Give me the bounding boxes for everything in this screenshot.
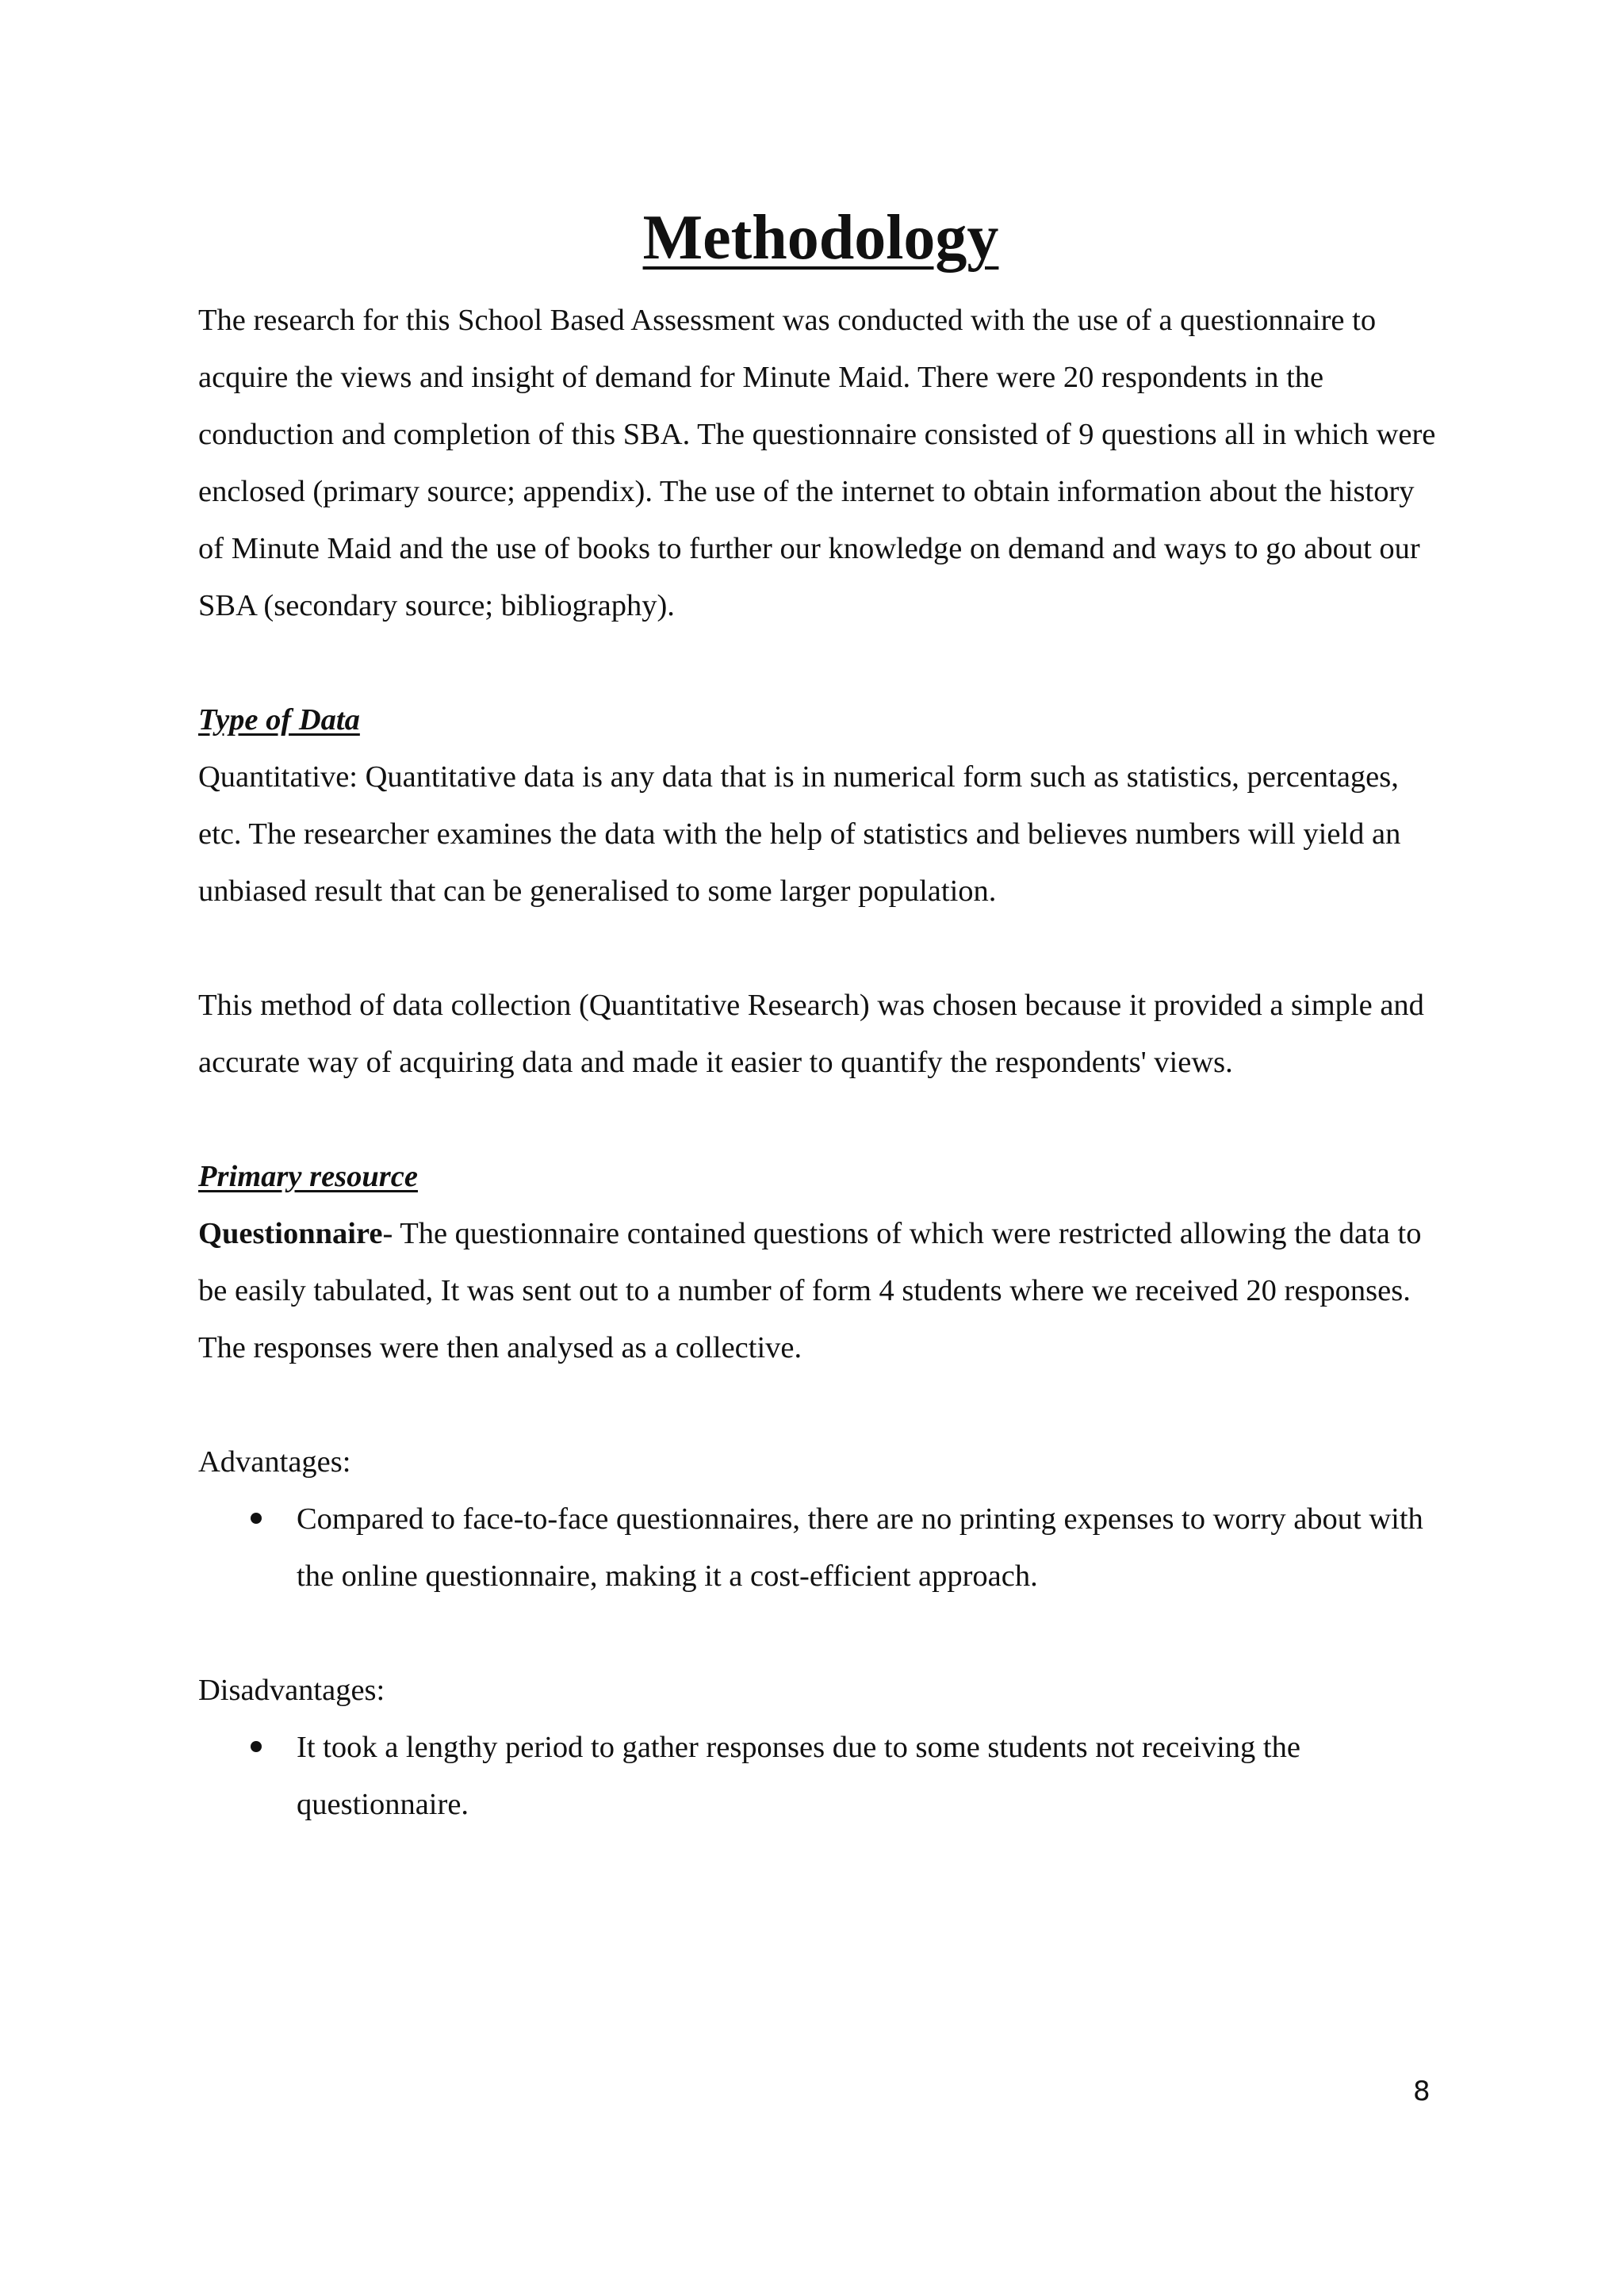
disadvantages-list xyxy=(198,1719,1443,1833)
page-number: 8 xyxy=(1413,2076,1431,2107)
type-of-data-heading: Type of Data xyxy=(198,703,360,737)
bullet-icon xyxy=(251,1741,262,1752)
advantages-list xyxy=(198,1490,1443,1605)
questionnaire-term: Questionnaire xyxy=(198,1217,383,1250)
questionnaire-description: - The questionnaire contained questions of which were restricted allowing the data to be easily tabulated, It was sent out to a number of form 4 students where we received 20 responses. The responses were then analysed as a collective. xyxy=(198,1217,1422,1364)
spacer xyxy=(198,920,1443,977)
spacer xyxy=(198,1376,1443,1433)
advantage-text: Compared to face-to-face questionnaires, there are no printing expenses to worry about with the online questionnaire, making it a cost-efficient approach. xyxy=(297,1502,1423,1593)
method-choice-paragraph: This method of data collection (Quantitative Research) was chosen because it provided a simple and accurate way of acquiring data and made it easier to quantify the respondents' views. xyxy=(198,989,1424,1079)
document-page xyxy=(198,198,1443,1833)
list-item xyxy=(198,1490,1443,1605)
quantitative-paragraph: Quantitative: Quantitative data is any data that is in numerical form such as statistics, percentages, etc. The researcher examines the data with the help of statistics and believes numbers will yield an unbiased result that can be generalised to some larger population. xyxy=(198,760,1401,908)
disadvantages-label: Disadvantages: xyxy=(198,1674,385,1707)
primary-resource-heading: Primary resource xyxy=(198,1160,418,1193)
bullet-icon xyxy=(251,1513,262,1524)
spacer xyxy=(198,1605,1443,1662)
advantages-label: Advantages: xyxy=(198,1445,351,1479)
questionnaire-paragraph xyxy=(198,1205,1443,1376)
intro-paragraph: The research for this School Based Assessment was conducted with the use of a questionnaire to acquire the views and insight of demand for Minute Maid. There were 20 respondents in the conduction and completion of this SBA. The questionnaire consisted of 9 questions all in which were enclosed (primary source; appendix). The use of the internet to obtain information about the history of Minute Maid and the use of books to further our knowledge on demand and ways to go about our SBA (secondary source; bibliography). xyxy=(198,304,1436,622)
page-title: Methodology xyxy=(642,203,999,273)
spacer xyxy=(198,1091,1443,1148)
disadvantage-text: It took a lengthy period to gather responses due to some students not receiving the questionnaire. xyxy=(297,1731,1300,1821)
spacer xyxy=(198,634,1443,691)
list-item xyxy=(198,1719,1443,1833)
